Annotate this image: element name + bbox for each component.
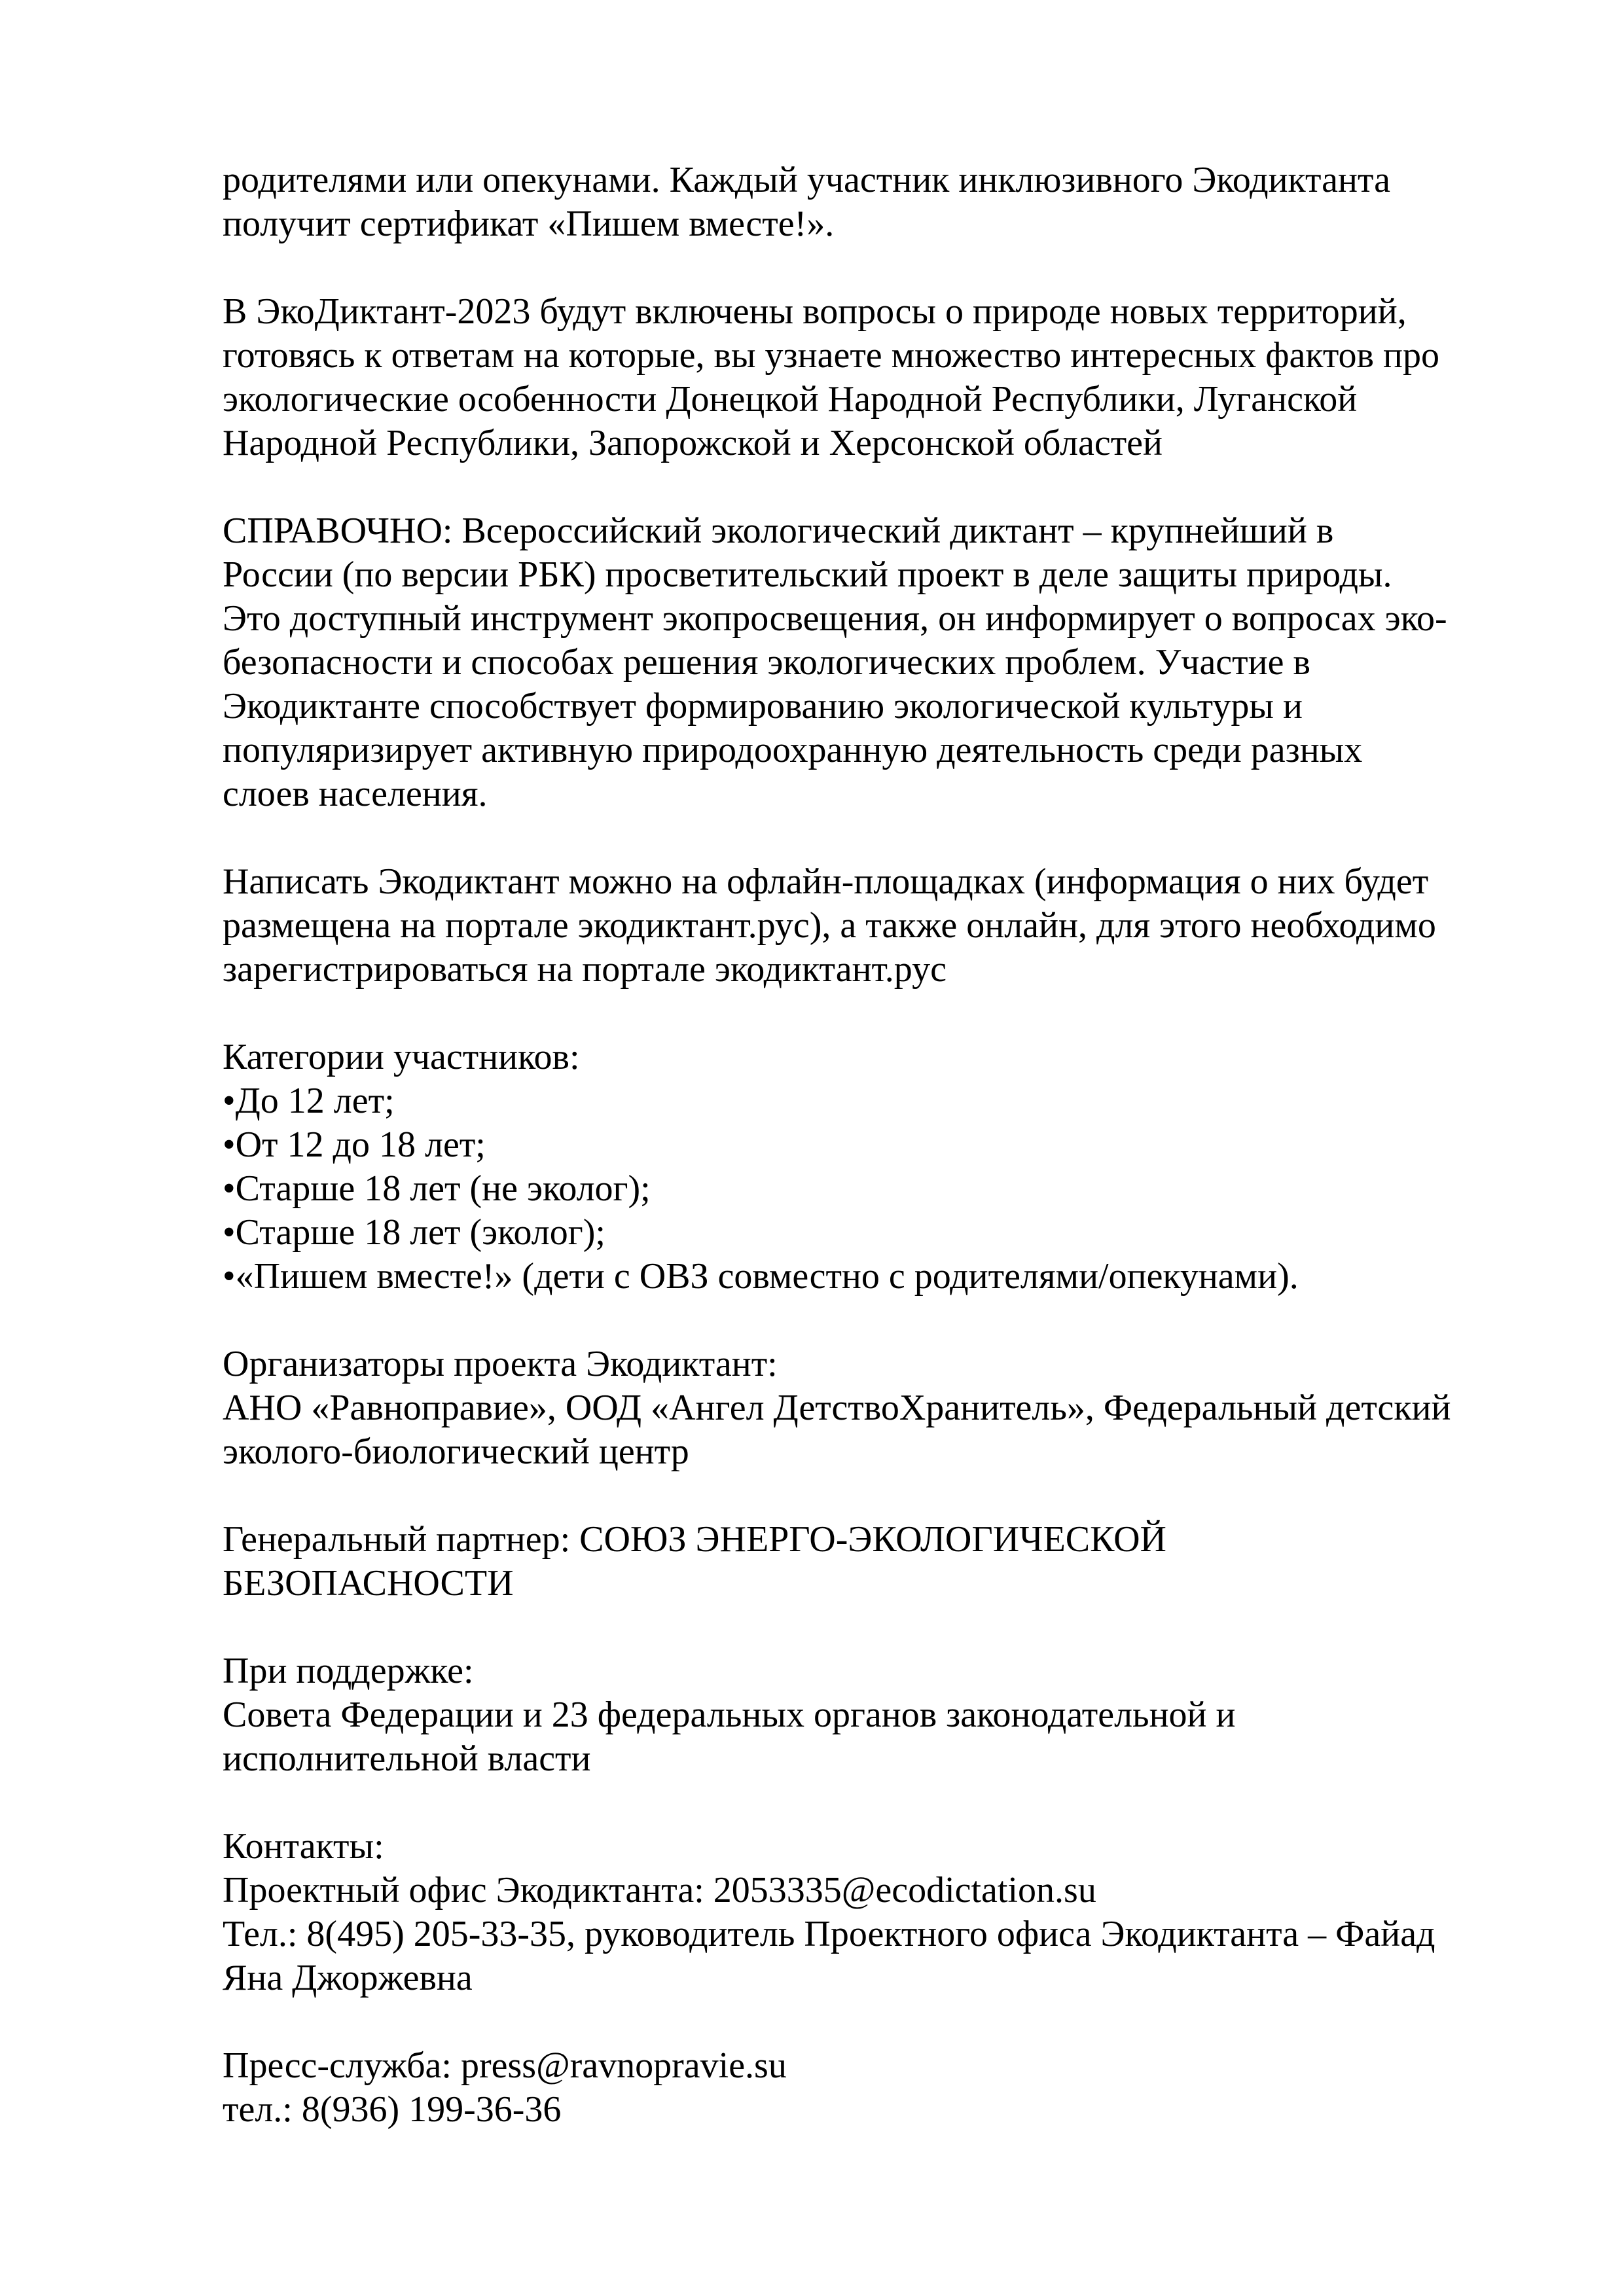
paragraph (223, 1825, 1506, 2000)
text-line: эколого-биологический центр (223, 1431, 689, 1472)
text-line: исполнительной власти (223, 1738, 591, 1779)
paragraph (223, 1035, 1506, 1299)
text-line: Совета Федерации и 23 федеральных органов законодательной и (223, 1695, 1236, 1735)
paragraph (223, 158, 1506, 246)
text-line: России (по версии РБК) просветительский проект в деле защиты природы. (223, 554, 1392, 595)
text-line: зарегистрироваться на портале экодиктант.рус (223, 949, 947, 990)
text-line: Это доступный инструмент экопросвещения, он информирует о вопросах эко- (223, 598, 1447, 639)
text-line: При поддержке: (223, 1651, 474, 1691)
text-line: Проектный офис Экодиктанта: 2053335@ecodictation.su (223, 1870, 1096, 1910)
text-line: родителями или опекунами. Каждый участник инклюзивного Экодиктанта (223, 160, 1391, 200)
text-line: СПРАВОЧНО: Всероссийский экологический диктант – крупнейший в (223, 511, 1334, 551)
text-line: Тел.: 8(495) 205-33-35, руководитель Проектного офиса Экодиктанта – Файад (223, 1914, 1435, 1954)
text-line: АНО «Равноправие», ООД «Ангел ДетствоХранитель», Федеральный детский (223, 1388, 1451, 1428)
text-line: Контакты: (223, 1826, 384, 1867)
text-line: В ЭкоДиктант-2023 будут включены вопросы о природе новых территорий, (223, 291, 1407, 332)
text-line: получит сертификат «Пишем вместе!». (223, 204, 835, 244)
text-line: •Старше 18 лет (эколог); (223, 1212, 605, 1253)
text-line: Экодиктанте способствует формированию экологической культуры и (223, 686, 1303, 726)
text-line: Народной Республики, Запорожской и Херсонской областей (223, 423, 1163, 463)
text-line: безопасности и способах решения экологических проблем. Участие в (223, 642, 1310, 683)
paragraph (223, 2044, 1506, 2132)
paragraph (223, 509, 1506, 816)
text-line: экологические особенности Донецкой Народной Республики, Луганской (223, 379, 1358, 420)
document-text (223, 158, 1506, 2132)
text-line: БЕЗОПАСНОСТИ (223, 1563, 514, 1604)
text-line: •Старше 18 лет (не эколог); (223, 1168, 651, 1209)
text-line: Написать Экодиктант можно на офлайн-площадках (информация о них будет (223, 861, 1429, 902)
paragraph (223, 860, 1506, 992)
text-line: Пресс-служба: press@ravnopravie.su (223, 2045, 787, 2086)
paragraph (223, 1649, 1506, 1781)
paragraph (223, 1342, 1506, 1474)
text-line: Генеральный партнер: СОЮЗ ЭНЕРГО-ЭКОЛОГИЧЕСКОЙ (223, 1519, 1166, 1560)
text-line: размещена на портале экодиктант.рус), а также онлайн, для этого необходимо (223, 905, 1436, 946)
paragraph (223, 290, 1506, 465)
text-line: Категории участников: (223, 1037, 580, 1077)
text-line: •До 12 лет; (223, 1081, 395, 1121)
text-line: •«Пишем вместе!» (дети с ОВЗ совместно с родителями/опекунами). (223, 1256, 1299, 1297)
text-line: Организаторы проекта Экодиктант: (223, 1344, 778, 1384)
text-line: •От 12 до 18 лет; (223, 1124, 486, 1165)
text-line: слоев населения. (223, 774, 488, 814)
paragraph (223, 1518, 1506, 1605)
text-line: тел.: 8(936) 199-36-36 (223, 2089, 562, 2130)
text-line: популяризирует активную природоохранную деятельность среди разных (223, 730, 1363, 770)
text-line: готовясь к ответам на которые, вы узнаете множество интересных фактов про (223, 335, 1439, 376)
text-line: Яна Джоржевна (223, 1958, 473, 1998)
